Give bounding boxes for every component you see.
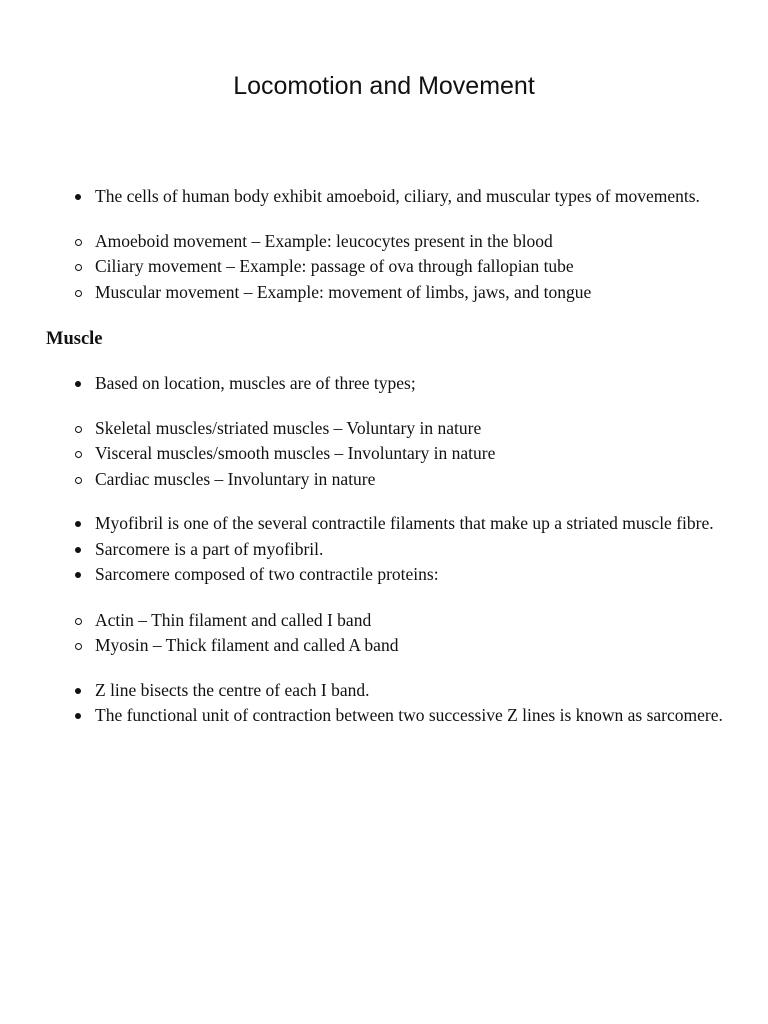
muscle-types-list xyxy=(0,416,768,493)
bullet-circle-icon xyxy=(75,477,82,484)
bullet-disc-icon xyxy=(75,572,81,578)
bullet-circle-icon xyxy=(75,643,82,650)
list-item: The functional unit of contraction between two successive Z lines is known as sarcomere. xyxy=(0,703,768,729)
list-item: Sarcomere is a part of myofibril. xyxy=(0,537,768,563)
bullet-disc-icon xyxy=(75,521,81,527)
bullet-circle-icon xyxy=(75,426,82,433)
bullet-circle-icon xyxy=(75,239,82,246)
bullet-disc-icon xyxy=(75,688,81,694)
bullet-disc-icon xyxy=(75,381,81,387)
list-item: Myosin – Thick filament and called A band xyxy=(0,633,768,659)
proteins-list xyxy=(0,608,768,659)
muscle-intro-list xyxy=(0,371,768,397)
bullet-disc-icon xyxy=(75,194,81,200)
bullet-circle-icon xyxy=(75,290,82,297)
list-item: Amoeboid movement – Example: leucocytes present in the blood xyxy=(0,229,768,255)
list-item: Based on location, muscles are of three types; xyxy=(0,371,768,397)
list-item: Actin – Thin filament and called I band xyxy=(0,608,768,634)
list-item: Visceral muscles/smooth muscles – Involuntary in nature xyxy=(0,441,768,467)
page-title: Locomotion and Movement xyxy=(233,72,535,100)
movement-types-list xyxy=(0,229,768,306)
myofibril-list xyxy=(0,511,768,588)
bullet-circle-icon xyxy=(75,451,82,458)
list-item: Ciliary movement – Example: passage of ova through fallopian tube xyxy=(0,254,768,280)
bullet-circle-icon xyxy=(75,618,82,625)
bullet-disc-icon xyxy=(75,547,81,553)
list-item: Muscular movement – Example: movement of limbs, jaws, and tongue xyxy=(0,280,768,306)
list-item: Cardiac muscles – Involuntary in nature xyxy=(0,467,768,493)
section-heading-muscle: Muscle xyxy=(46,329,103,349)
list-item: Skeletal muscles/striated muscles – Voluntary in nature xyxy=(0,416,768,442)
list-item: The cells of human body exhibit amoeboid, ciliary, and muscular types of movements. xyxy=(0,184,768,210)
list-item: Myofibril is one of the several contractile filaments that make up a striated muscle fibre. xyxy=(0,511,768,537)
document-content xyxy=(0,184,768,729)
list-item: Sarcomere composed of two contractile proteins: xyxy=(0,562,768,588)
bullet-disc-icon xyxy=(75,713,81,719)
list-item: Z line bisects the centre of each I band. xyxy=(0,678,768,704)
z-line-list xyxy=(0,678,768,729)
bullet-circle-icon xyxy=(75,264,82,271)
intro-bullet-list xyxy=(0,184,768,210)
